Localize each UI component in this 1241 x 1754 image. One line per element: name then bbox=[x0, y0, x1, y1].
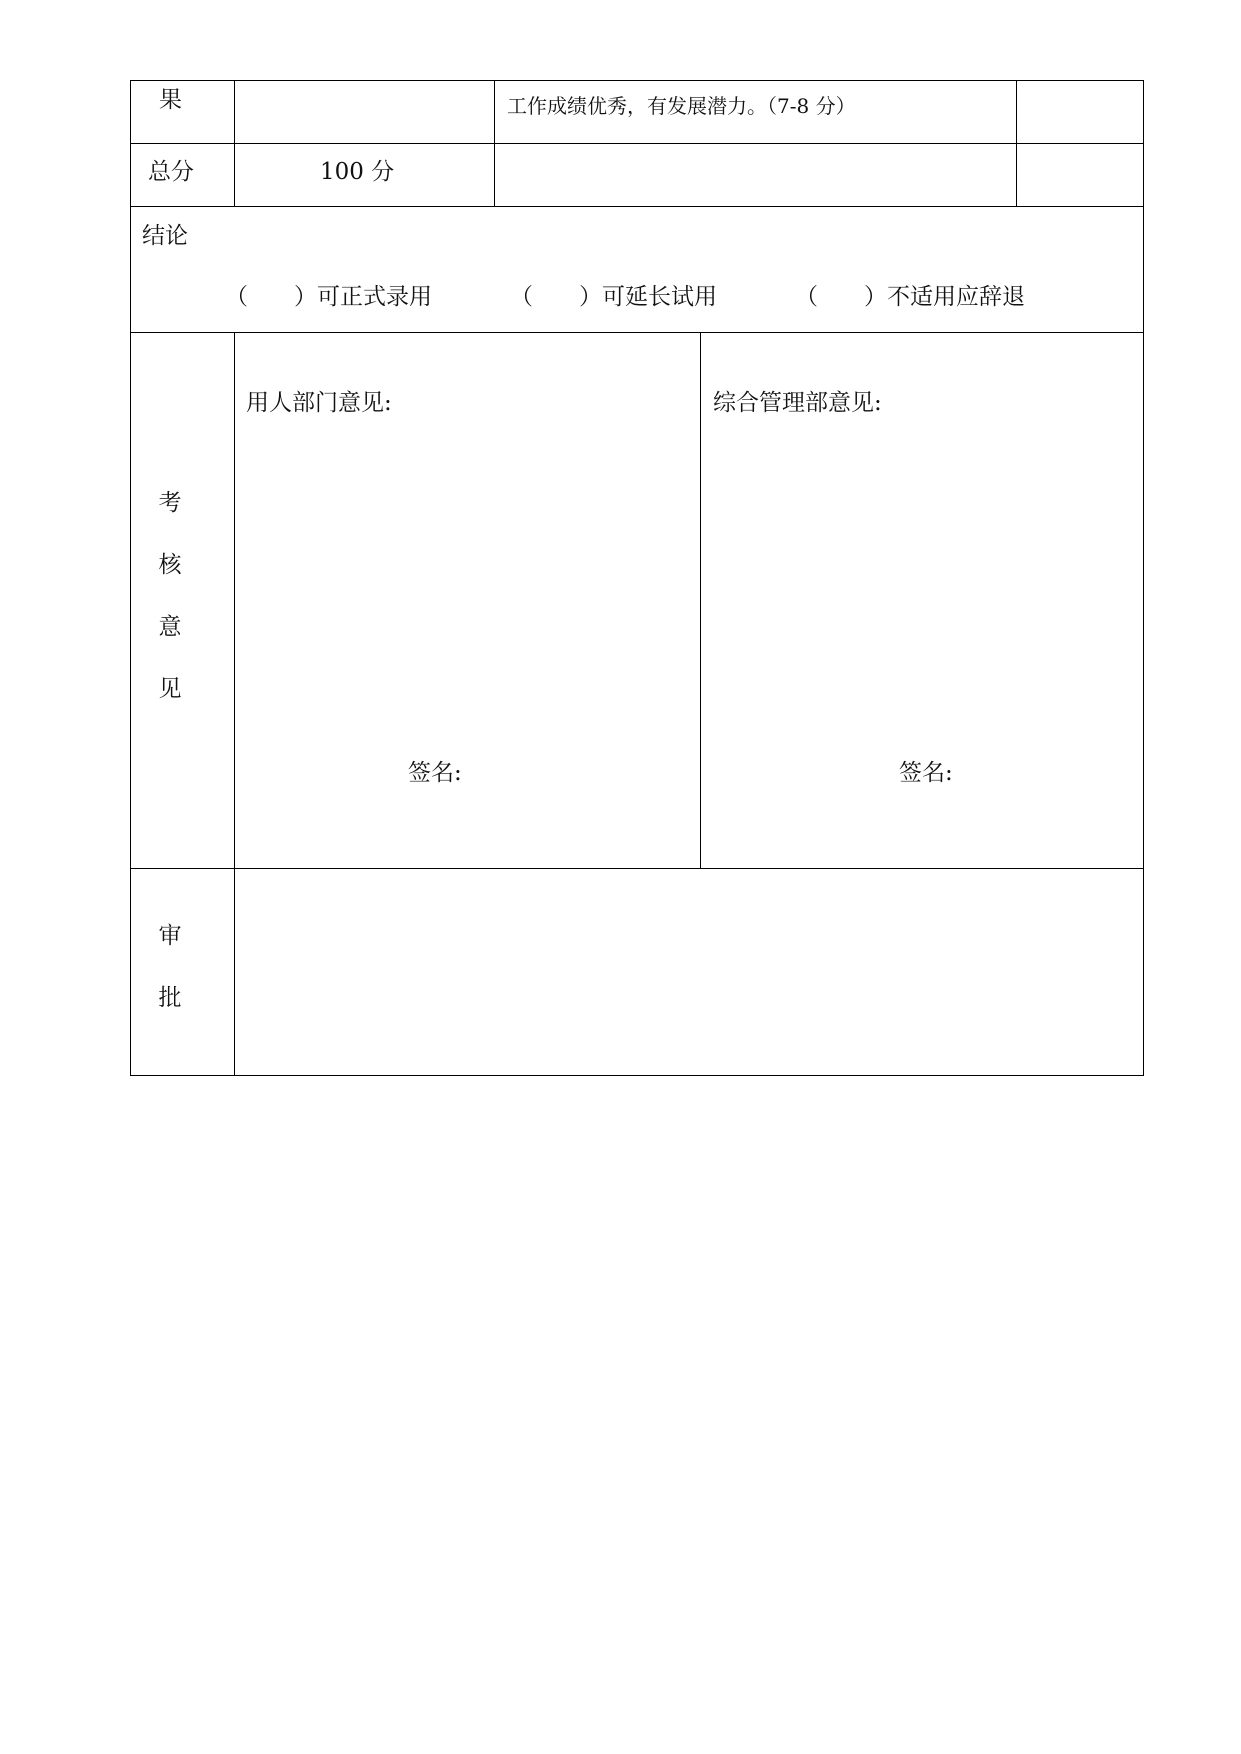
dept-signature-label: 签名: bbox=[408, 760, 462, 786]
approval-label-char: 批 bbox=[158, 985, 182, 1011]
dept-opinion-heading: 用人部门意见: bbox=[246, 390, 392, 416]
assessment-label-char: 见 bbox=[158, 676, 182, 702]
row-divider-2 bbox=[130, 206, 1144, 207]
total-score-label: 总分 bbox=[148, 159, 194, 185]
admin-opinion-heading: 综合管理部意见: bbox=[713, 390, 882, 416]
col-divider-2 bbox=[494, 80, 495, 207]
score-description: 工作成绩优秀，有发展潜力。（7-8 分） bbox=[507, 94, 856, 118]
admin-signature-label: 签名: bbox=[899, 760, 953, 786]
label-col-divider-top bbox=[234, 80, 235, 207]
row-divider-3 bbox=[130, 332, 1144, 333]
conclusion-label: 结论 bbox=[142, 223, 188, 249]
conclusion-option-dismiss[interactable]: （ ）不适用应辞退 bbox=[795, 284, 1025, 310]
table-border-right bbox=[1143, 80, 1144, 1076]
col-divider-3 bbox=[1016, 80, 1017, 207]
conclusion-option-extend[interactable]: （ ）可延长试用 bbox=[510, 284, 717, 310]
total-score-value: 100 分 bbox=[320, 159, 395, 185]
table-border-bottom bbox=[130, 1075, 1144, 1076]
label-col-divider-bottom bbox=[234, 332, 235, 1076]
assessment-label bbox=[150, 492, 190, 740]
opinion-col-divider bbox=[700, 332, 701, 869]
table-border-left bbox=[130, 80, 131, 1076]
row-divider-4 bbox=[130, 868, 1144, 869]
conclusion-option-hire[interactable]: （ ）可正式录用 bbox=[225, 284, 432, 310]
assessment-label-char: 意 bbox=[158, 614, 182, 640]
row-divider-1 bbox=[130, 143, 1144, 144]
assessment-label-char: 考 bbox=[158, 490, 182, 516]
approval-label-char: 审 bbox=[158, 923, 182, 949]
approval-label bbox=[150, 925, 190, 1049]
result-row-label: 果 bbox=[159, 87, 182, 113]
table-border-top bbox=[130, 80, 1144, 81]
assessment-label-char: 核 bbox=[158, 552, 182, 578]
